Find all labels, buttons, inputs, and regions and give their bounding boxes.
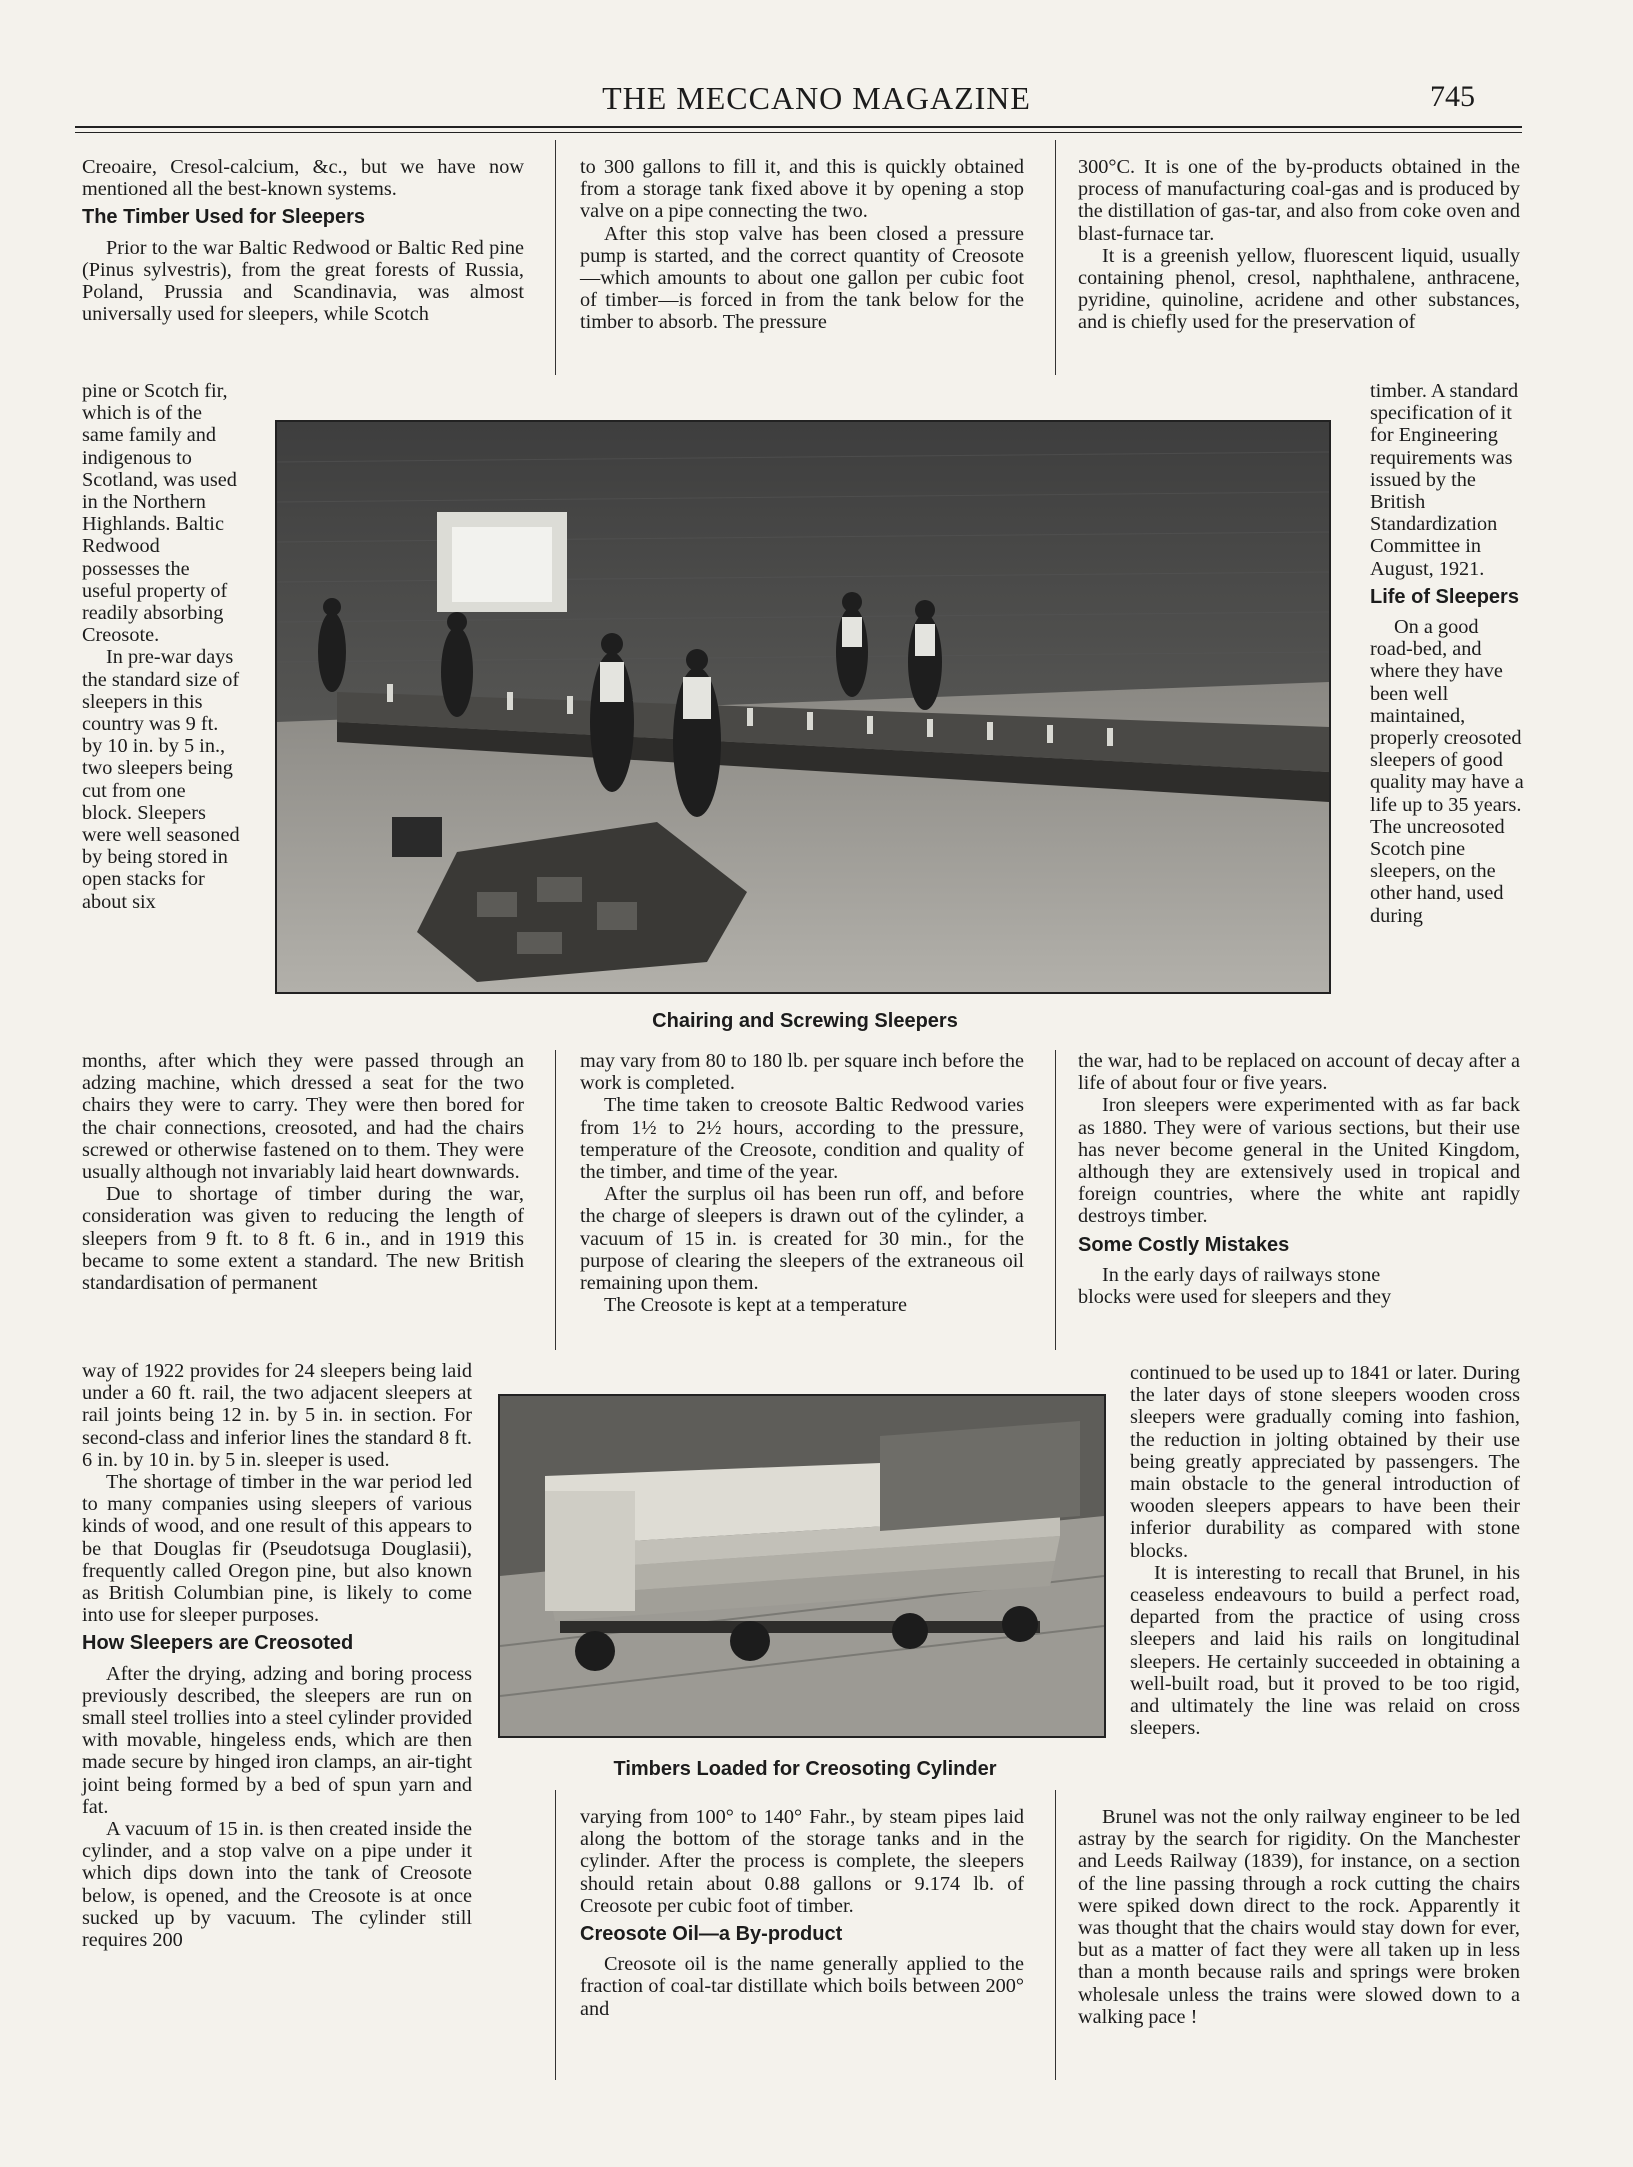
paragraph: In the early days of railways stone — [1102, 1263, 1381, 1286]
column-rule — [555, 140, 556, 375]
column-rule — [555, 1050, 556, 1350]
paragraph: After the surplus oil has been run off, and before the charge of sleepers is drawn out of the cylinder, a vacuum of 15 in. is created for 30 min., for the purpose of clearing the sleepers of the extraneous oil remaining upon them. — [580, 1183, 1024, 1295]
paragraph: After the drying, adzing and boring process previously described, the sleepers are run on small steel trollies into a steel cylinder provided with movable, hingeless ends, which are then made secure by hinged iron clamps, an air-tight joint being formed by a bed of spun yarn and fat. — [82, 1662, 472, 1818]
page-number: 745 — [1430, 80, 1475, 113]
photo-timbers-loaded — [498, 1394, 1106, 1738]
paragraph: pine or Scotch fir, which is of the same family and indigenous to Scotland, was used in the Northern Highlands. Baltic Redwood possesses the useful property of readily absorbing Creosote. — [82, 380, 237, 647]
trolley-illustration — [500, 1396, 1104, 1736]
paragraph: the war, had to be replaced on account of decay after a life of about four or five years. — [1078, 1050, 1520, 1095]
col1-narrow — [82, 380, 240, 913]
column-rule — [555, 1790, 556, 2080]
heading-oil: Creosote Oil—a By-product — [580, 1923, 843, 1946]
paragraph: Iron sleepers were experimented with as far back as 1880. They were of various sections, but their use has never become general in the United Kingdom, although they are extensively used in tropical and foreign countries, where the white ant rapidly destroys timber. — [1078, 1094, 1520, 1228]
paragraph: may vary from 80 to 180 lb. per square inch before the work is completed. — [580, 1050, 1024, 1095]
paragraph: It is interesting to recall that Brunel, in his ceaseless endeavours to build a perfect road, departed from the practice of using cross sleepers and laid his rails on longitudinal sleepers. He certainly succeeded in obtaining a well-built road, but it proved to be too rigid, and ultimately the line was relaid on cross sleepers. — [1130, 1561, 1520, 1740]
paragraph: The shortage of timber in the war period led to many companies using sleepers of various kinds of wood, and one result of this appears to be that Douglas fir (Pseudotsuga Douglasii), frequently called Oregon pine, but also known as British Columbian pine, is likely to come into use for sleeper purposes. — [82, 1471, 472, 1627]
paragraph: Brunel was not the only railway engineer to be led astray by the search for rigidity. On the Manchester and Leeds Railway (1839), for instance, on a section of the line passing through a rock cutting the chairs were spiked down direct to the rock. Apparently it was thought that the chairs would stay down for ever, but as a matter of fact they were all taken up in less than a month because rails and springs were broken wholesale unless the trains were slowed down to a walking pace ! — [1078, 1806, 1520, 2028]
paragraph: It is a greenish yellow, fluorescent liquid, usually containing phenol, cresol, naphthalene, anthracene, pyridine, quinoline, acridene and other substances, and is chiefly used for the preservation of — [1078, 244, 1520, 334]
heading-how: How Sleepers are Creosoted — [82, 1632, 354, 1655]
paragraph: The Creosote is kept at a temperature — [604, 1294, 907, 1317]
workshop-illustration — [277, 422, 1329, 992]
paragraph: 300°C. It is one of the by-products obtained in the process of manufacturing coal-gas and is produced by the distillation of gas-tar, and also from coke oven and blast-furnace tar. — [1078, 156, 1520, 245]
col1-lower — [82, 1360, 472, 1951]
col1-mid — [82, 1050, 524, 1294]
paragraph: On a good road-bed, and where they have been well maintained, properly creosoted sleepers of good quality may have a life up to 35 years. The uncreosoted Scotch pine sleepers, on the other hand, used during — [1370, 616, 1524, 927]
paragraph: blocks were used for sleepers and they — [1078, 1286, 1392, 1309]
magazine-title: THE MECCANO MAGAZINE — [602, 80, 1031, 116]
intro-paragraph: Creoaire, Cresol-calcium, &c., but we have now mentioned all the best-known systems. — [82, 156, 524, 201]
paragraph: varying from 100° to 140° Fahr., by steam pipes laid along the bottom of the storage tanks and in the cylinder. After the process is complete, the sleepers should retain about 0.88 gallons or 9.174 lb. of Creosote per cubic foot of timber. — [580, 1806, 1024, 1917]
col2-bottom — [580, 1806, 1024, 2020]
paragraph: The time taken to creosote Baltic Redwood varies from 1½ to 2½ hours, according to the pressure, temperature of the Creosote, condition and quality of the timber, and time of the year. — [580, 1094, 1024, 1184]
paragraph: Due to shortage of timber during the war, consideration was given to reducing the length of sleepers from 9 ft. to 8 ft. 6 in., and in 1919 this became to some extent a standard. The new British standardisation of permanent — [82, 1183, 524, 1295]
paragraph: Creosote oil is the name generally applied to the fraction of coal-tar distillate which boils between 200° and — [580, 1953, 1024, 2020]
paragraph: way of 1922 provides for 24 sleepers being laid under a 60 ft. rail, the two adjacent sleepers at rail joints being 12 in. by 5 in. in section. For second-class and inferior lines the standard 8 ft. 6 in. by 10 in. by 5 in. sleeper is used. — [82, 1360, 472, 1471]
paragraph: to 300 gallons to fill it, and this is quickly obtained from a storage tank fixed above it by opening a stop valve on a pipe connecting the two. — [580, 156, 1024, 223]
col2-mid — [580, 1050, 1024, 1316]
column-rule — [1055, 140, 1056, 375]
column-rule — [1055, 1790, 1056, 2080]
col3-top — [1078, 156, 1520, 334]
heading-costly: Some Costly Mistakes — [1078, 1233, 1290, 1256]
heading-timber: The Timber Used for Sleepers — [82, 206, 366, 229]
paragraph: continued to be used up to 1841 or later. During the later days of stone sleepers wooden cross sleepers were gradually coming into fashion, the reduction in jolting obtained by their use being greatly appreciated by passengers. The main obstacle to the general introduction of wooden sleepers appears to have been their inferior durability as compared with stone blocks. — [1130, 1362, 1520, 1562]
paragraph: After this stop valve has been closed a pressure pump is started, and the correct quantity of Creosote—which amounts to about one gallon per cubic foot of timber—is forced in from the tank below for the timber to absorb. The pressure — [580, 222, 1024, 334]
col1-top — [82, 156, 524, 325]
header-rule-thin — [75, 132, 1522, 133]
caption-chairing: Chairing and Screwing Sleepers — [652, 1010, 958, 1032]
col3-narrow — [1370, 380, 1525, 927]
paragraph: Prior to the war Baltic Redwood or Baltic Red pine (Pinus sylvestris), from the great forests of Russia, Poland, Prussia and Scandinavia, was almost universally used for sleepers, while Scotch — [82, 236, 524, 326]
caption-timbers: Timbers Loaded for Creosoting Cylinder — [613, 1758, 997, 1780]
col2-top — [580, 156, 1024, 334]
heading-life: Life of Sleepers — [1370, 585, 1519, 608]
col3-bottom — [1078, 1806, 1520, 2028]
page-header — [0, 80, 1633, 120]
paragraph: months, after which they were passed through an adzing machine, which dressed a seat for the two chairs they were to carry. They were then bored for the chair connections, creosoted, and had the chairs screwed or otherwise fastened on to them. They were usually although not invariably laid heart downwards. — [82, 1050, 524, 1184]
photo-chairing-sleepers — [275, 420, 1331, 994]
paragraph: A vacuum of 15 in. is then created inside the cylinder, and a stop valve on a pipe under it which dips down into the tank of Creosote below, is opened, and the Creosote is at once sucked up by vacuum. The cylinder still requires 200 — [82, 1818, 472, 1952]
paragraph: In pre-war days the standard size of sleepers in this country was 9 ft. by 10 in. by 5 in., two sleepers being cut from one block. Sleepers were well seasoned by being stored in open stacks for about six — [82, 646, 240, 913]
header-rule — [75, 126, 1522, 128]
column-rule — [1055, 1050, 1056, 1350]
col3-narrow-lower — [1130, 1362, 1520, 1739]
col3-mid — [1078, 1050, 1520, 1308]
paragraph: timber. A standard specification of it for Engineering requirements was issued by the British Standardization Committee in August, 1921. — [1370, 380, 1519, 580]
